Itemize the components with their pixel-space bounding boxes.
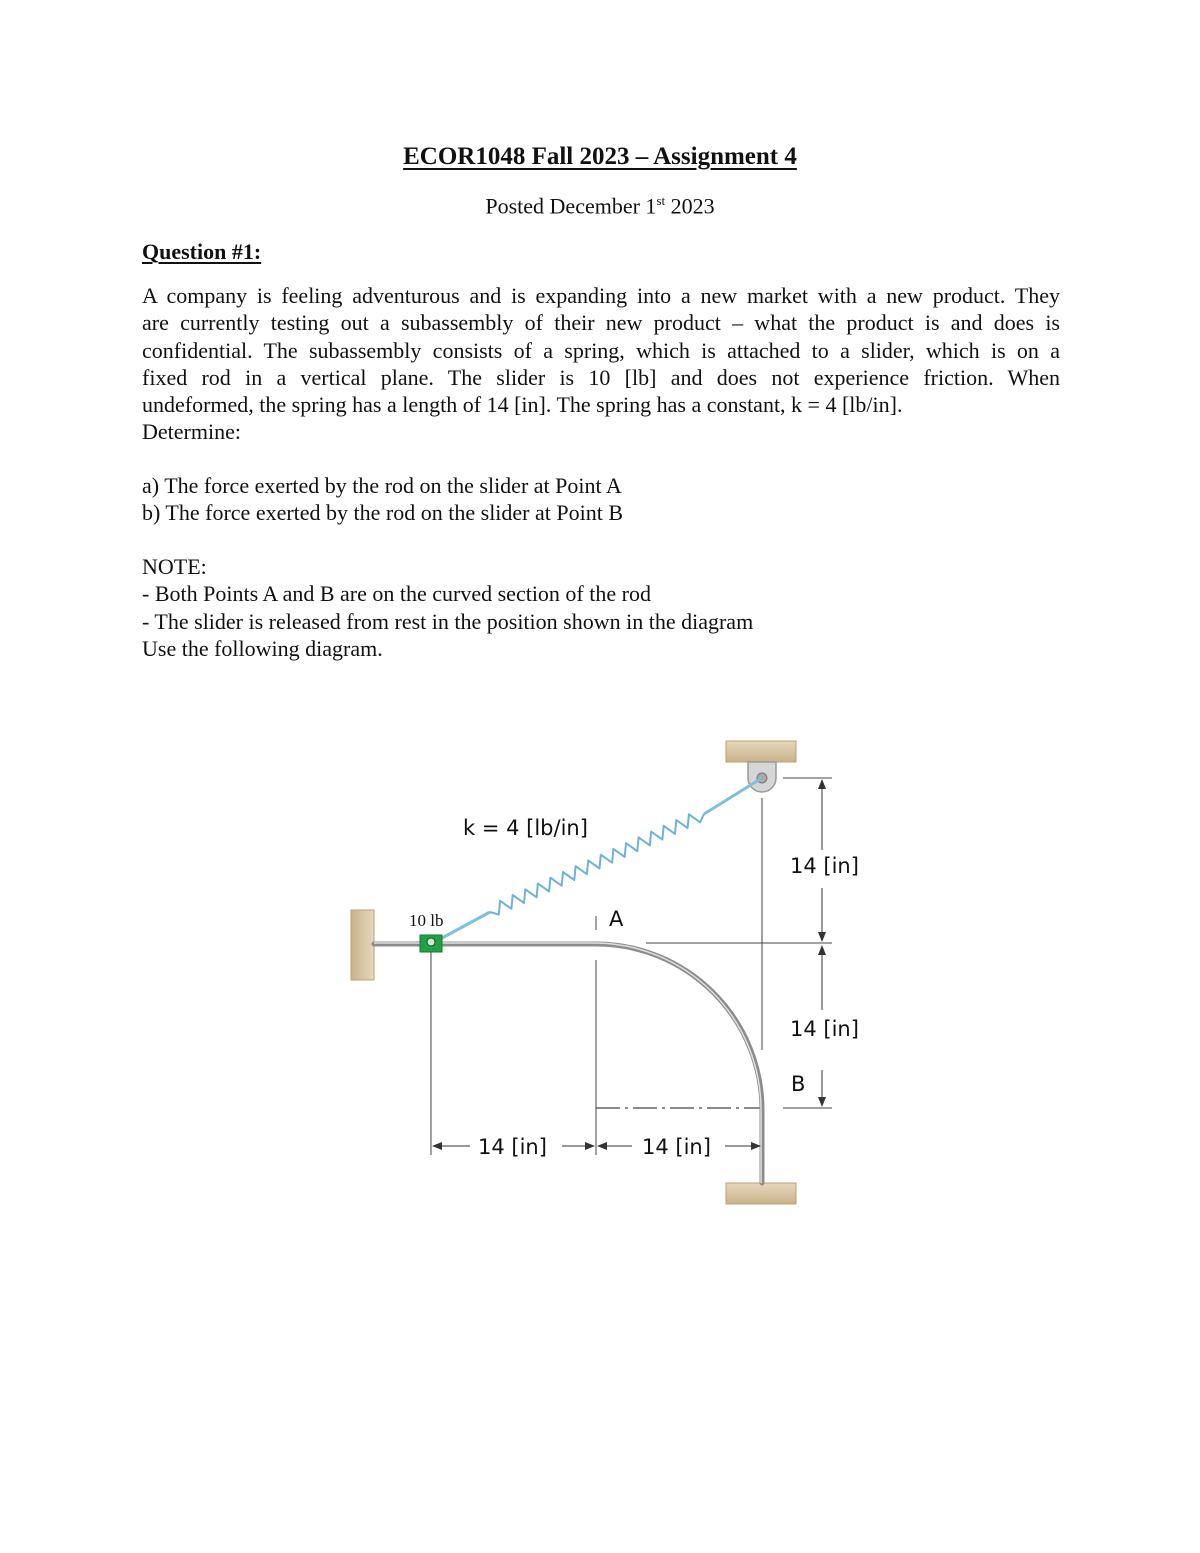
note-heading: NOTE: <box>142 554 207 579</box>
dimension-horizontal-left: 14 [in] <box>478 1135 547 1159</box>
body-line: fixed rod in a vertical plane. The slider is 10 [lb] and does not experience friction. When <box>142 364 1060 390</box>
ceiling-pin <box>748 762 776 792</box>
point-a-label: A <box>609 907 624 931</box>
part-b: b) The force exerted by the rod on the slider at Point B <box>142 500 624 525</box>
point-b-label: B <box>791 1072 806 1096</box>
note-item: - The slider is released from rest in the position shown in the diagram <box>142 609 754 634</box>
dimension-horizontal-right: 14 [in] <box>642 1135 711 1159</box>
dimension-vertical-top: 14 [in] <box>790 854 859 878</box>
body-line: undeformed, the spring has a length of 14 [in]. The spring has a constant, k = 4 [lb/in]. <box>142 392 903 418</box>
slider-weight-label: 10 lb <box>409 911 444 930</box>
body-line: Determine: <box>142 419 241 445</box>
slider <box>420 935 442 952</box>
body-line: A company is feeling adventurous and is expanding into a new market with a new product. They <box>142 283 1060 308</box>
floor-support <box>726 1183 796 1204</box>
note-item: - Both Points A and B are on the curved section of the rod <box>142 581 651 606</box>
body-line: are currently testing out a subassembly of their new product – what the product is and does is <box>142 310 1060 336</box>
part-a: a) The force exerted by the rod on the slider at Point A <box>142 473 622 498</box>
note-item: Use the following diagram. <box>142 636 383 661</box>
posted-date: Posted December 1st 2023 <box>485 193 715 219</box>
dimension-vertical-bottom: 14 [in] <box>790 1017 859 1041</box>
body-line: confidential. The subassembly consists of a spring, which is attached to a slider, which is on a <box>142 337 1060 363</box>
ceiling-support <box>726 741 796 762</box>
question-heading: Question #1: <box>142 239 262 264</box>
wall-support-left <box>351 910 374 980</box>
spring-constant-label: k = 4 [lb/in] <box>463 816 588 840</box>
document-title: ECOR1048 Fall 2023 – Assignment 4 <box>403 143 797 170</box>
